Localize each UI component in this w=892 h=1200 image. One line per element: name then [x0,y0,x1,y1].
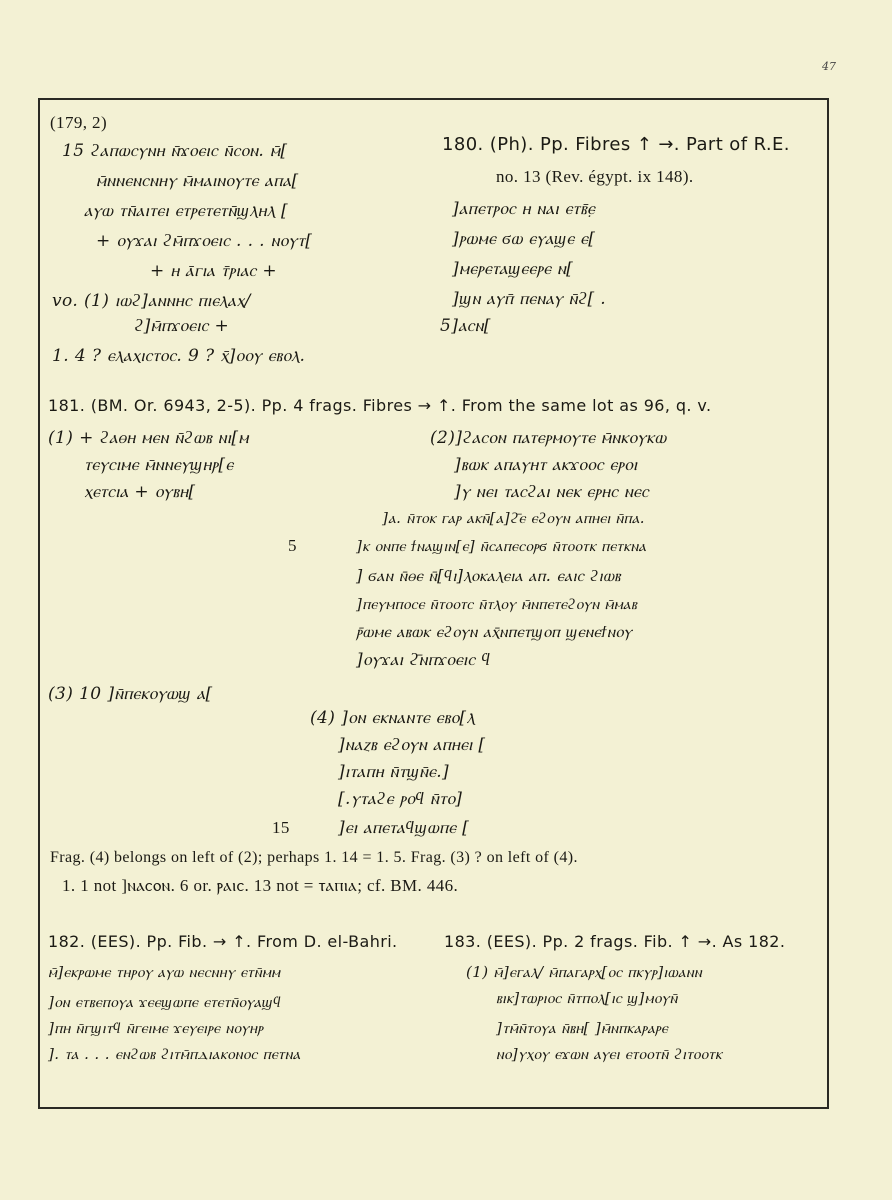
text-line: + ⲟⲩϫⲁⲓ ϩⲙ̄ⲡϫⲟⲉⲓⲥ . . . ⲛⲟⲩⲧ[ [96,231,313,251]
text-line: ]ⲡⲏ ⲛ̄ⲅϣⲓⲧϥ ⲛ̄ⲅⲉⲓⲙⲉ ϫⲉⲩⲉⲓⲣⲉ ⲛⲟⲩⲏⲣ [48,1019,264,1037]
frag3-line: (3) 10 ]ⲛ̄ⲡⲉⲕⲟⲩⲱϣ ⲁ[ [48,684,213,704]
frag4-line: ]ⲛⲁⲍⲃ ⲉϩⲟⲩⲛ ⲁⲡⲏⲉⲓ [ [338,735,486,755]
text-line: ]ⲙⲉⲣⲉⲧⲁϣⲉⲉⲣⲉ ⲛ[ [452,259,574,279]
text-line: ⲃⲓⲕ]ⲧⲱⲣⲓⲟⲥ ⲛ̄ⲧⲡⲟⲗ[ⲓⲥ ϣ]ⲙⲟⲩⲛ̄ [496,989,678,1007]
ref-179-2: (179, 2) [50,113,108,132]
page-number: 47 [822,60,836,73]
text-line: ]ⲧⲙ̄ⲛ̄ⲧⲟⲩⲁ ⲛ̄ⲃⲏ[ ]ⲙ̄ⲛⲡⲕⲁⲣⲁⲣⲉ [496,1019,669,1037]
frag4-line: ]ⲉⲓ ⲁⲡⲉⲧⲁϥϣⲱⲡⲉ [ [338,818,470,838]
section-180-subheading: no. 13 (Rev. égypt. ix 148). [496,167,694,186]
frag2-line: ⲣ̄ⲱⲙⲉ ⲁⲃⲱⲕ ⲉϩⲟⲩⲛ ⲁⲭ̄ⲛⲡⲉⲧϣⲟⲡ ϣⲉⲛⲉϯⲛⲟⲩ [356,622,633,641]
frag4-line: [.ⲩⲧⲁϩⲉ ⲣⲟϥ ⲛ̄ⲧⲟ] [338,789,463,809]
text-line: (1) ⲙ̄]ⲉⲅⲁⲗ/ ⲙ̄ⲡⲁⲅⲁⲣⲭ[ⲟⲥ ⲡⲕⲩⲣ]ⲓⲱⲁⲛⲛ [466,963,702,981]
section-183-heading: 183. (EES). Pp. 2 frags. Fib. ↑ →. As 182. [444,932,786,951]
text-line: vo. (1) ⲓⲱϩ]ⲁⲛⲛⲏⲥ ⲡⲓⲉⲗⲁⲭ/ [52,291,251,311]
frag2-line: ]ⲕ ⲟⲛⲡⲉ ϯⲛⲁϣⲓⲛ[ⲉ] ⲛ̄ⲥⲁⲡⲉⲥⲟⲣϭ ⲛ̄ⲧⲟⲟⲧⲕ ⲡⲉⲧⲕⲛⲁ [356,537,647,555]
text-line: ⲛⲟ]ⲩⲭⲟⲩ ⲉϫⲱⲛ ⲁⲩⲉⲓ ⲉⲧⲟⲟⲧⲛ̄ ϩⲓⲧⲟⲟⲧⲕ [496,1045,723,1063]
frag2-line: ]ⲡⲉⲩⲙⲡⲟⲥⲉ ⲛ̄ⲧⲟⲟⲧⲥ ⲛ̄ⲧⲗⲟⲩ ⲙ̄ⲛⲡⲉⲧⲉϩⲟⲩⲛ ⲙ̄ⲙⲁⲃ [356,595,638,613]
section-182-heading: 182. (EES). Pp. Fib. → ↑. From D. el-Bahri. [48,932,398,951]
text-line: ϩ]ⲙ̄ⲡϫⲟⲉⲓⲥ + [134,316,230,336]
frag4-line: ]ⲓⲧⲁⲡⲏ ⲛ̄ⲧϣⲛ̄ⲉ.] [338,762,450,782]
text-line: ]ϣⲛ ⲁⲩⲡ̄ ⲡⲉⲛⲁⲩ ⲛ̄ϩ[ . [452,289,607,309]
text-line: + ⲏ ⲁ̄ⲅⲓⲁ ⲧ̄ⲣⲓⲁⲥ + [150,261,277,281]
section-180-heading: 180. (Ph). Pp. Fibres ↑ →. Part of R.E. [442,134,790,155]
text-line: 1. 4 ? ⲉⲗⲁⲭⲓⲥⲧⲟⲥ. 9 ? ⲭ̄]ⲟⲟⲩ ⲉⲃⲟⲗ. [52,346,306,366]
text-line: 5]ⲁⲥⲛ[ [440,316,491,336]
text-line: 15 ϩⲁⲡⲱⲥⲩⲛⲏ ⲛ̄ϫⲟⲉⲓⲥ ⲛ̄ⲥⲟⲛ. ⲙ̄[ [62,141,288,161]
frag2-line: ]ⲩ ⲛⲉⲓ ⲧⲁⲥϩⲁⲓ ⲛⲉⲕ ⲉⲣⲏⲥ ⲛⲉⲥ [454,482,649,502]
line-number: 15 [272,818,290,837]
frag4-line: (4) ]ⲟⲛ ⲉⲕⲛⲁⲛⲧⲉ ⲉⲃⲟ[ⲗ [310,708,475,728]
line-number: 5 [288,536,297,555]
text-line: ⲙ̄]ⲉⲕⲣⲱⲙⲉ ⲧⲏⲣⲟⲩ ⲁⲩⲱ ⲛⲉⲥⲛⲏⲩ ⲉⲧⲛ̄ⲙⲙ [48,963,281,981]
frag1-line: (1) + ϩⲁⲑⲏ ⲙⲉⲛ ⲛ̄ϩⲱⲃ ⲛⲓ[ⲙ [48,428,249,448]
text-line: ]ⲟⲛ ⲉⲧⲃⲉⲡⲟⲩⲁ ϫⲉⲉϣⲱⲡⲉ ⲉⲧⲉⲧⲛ̄ⲟⲩⲁϣϥ [48,993,282,1011]
frag1-line: ⲧⲉⲩⲥⲓⲙⲉ ⲙ̄ⲛⲛⲉⲩϣⲏⲣ[ⲉ [84,455,234,475]
frag2-line: ] ϭⲁⲛ ⲛ̄ⲑⲉ ⲛ̄[ϥⲓ]ⲗⲟⲕⲁⲗⲉⲓⲁ ⲁⲡ. ⲉⲁⲓⲥ ϩⲓⲱⲃ [356,566,621,585]
frag2-line: ]ⲁ. ⲛ̄ⲧⲟⲕ ⲅⲁⲣ ⲁⲕⲛ̄[ⲁ]ϩ̄ⲉ ⲉϩⲟⲩⲛ ⲁⲡⲏⲉⲓ ⲛ̄ⲡⲁ. [382,509,645,527]
frag2-line: (2)]ϩⲁⲥⲟⲛ ⲡⲁⲧⲉⲣⲙⲟⲩⲧⲉ ⲙ̄ⲛⲕⲟⲩⲕⲱ [430,428,667,448]
text-line: ]ⲁⲡⲉⲧⲣⲟⲥ ⲏ ⲛⲁⲓ ⲉⲧⲃ̄ⲉ̣ [452,199,596,219]
section-181-heading: 181. (BM. Or. 6943, 2-5). Pp. 4 frags. Fibres → ↑. From the same lot as 96, q. v. [48,396,712,415]
editorial-note: Frag. (4) belongs on left of (2); perhaps 1. 14 = 1. 5. Frag. (3) ? on left of (4). [50,849,578,866]
frag1-line: ⲭⲉⲧⲥⲓⲁ + ⲟⲩⲃⲏ[ [84,482,196,502]
text-line: ⲁⲩⲱ ⲧⲛ̄ⲁⲓⲧⲉⲓ ⲉⲧⲣⲉⲧⲉⲧⲛ̄ϣⲗⲏⲗ [ [84,201,289,221]
editorial-note: 1. 1 not ]ⲛⲁⲥⲟⲛ. 6 or. ⲣⲁⲓⲥ. 13 not = ⲧⲁⲡⲓⲁ; cf. BM. 446. [62,876,459,895]
frag2-line: ]ⲃⲱⲕ ⲁⲡⲁⲩⲏⲧ ⲁⲕϫⲟⲟⲥ ⲉⲣⲟⲓ [454,455,638,475]
text-line: ]. ⲧⲁ . . . ⲉⲛϩⲱⲃ ϩⲓⲧⲙ̄ⲡⲇⲓⲁⲕⲟⲛⲟⲥ ⲡⲉⲧⲛⲁ [48,1045,301,1063]
text-line: ⲙ̄ⲛⲛⲉⲛⲥⲛⲏⲩ ⲙ̄ⲙⲁⲓⲛⲟⲩⲧⲉ ⲁⲡⲁ[ [96,171,299,191]
text-line: ]ⲣⲱⲙⲉ ϭⲱ ⲉⲩⲁϣⲉ ⲉ[ [452,229,596,249]
frag2-line: ]ⲟⲩϫⲁⲓ ϩ̄ⲛⲡϫⲟⲉⲓⲥ ϥ [356,650,491,670]
